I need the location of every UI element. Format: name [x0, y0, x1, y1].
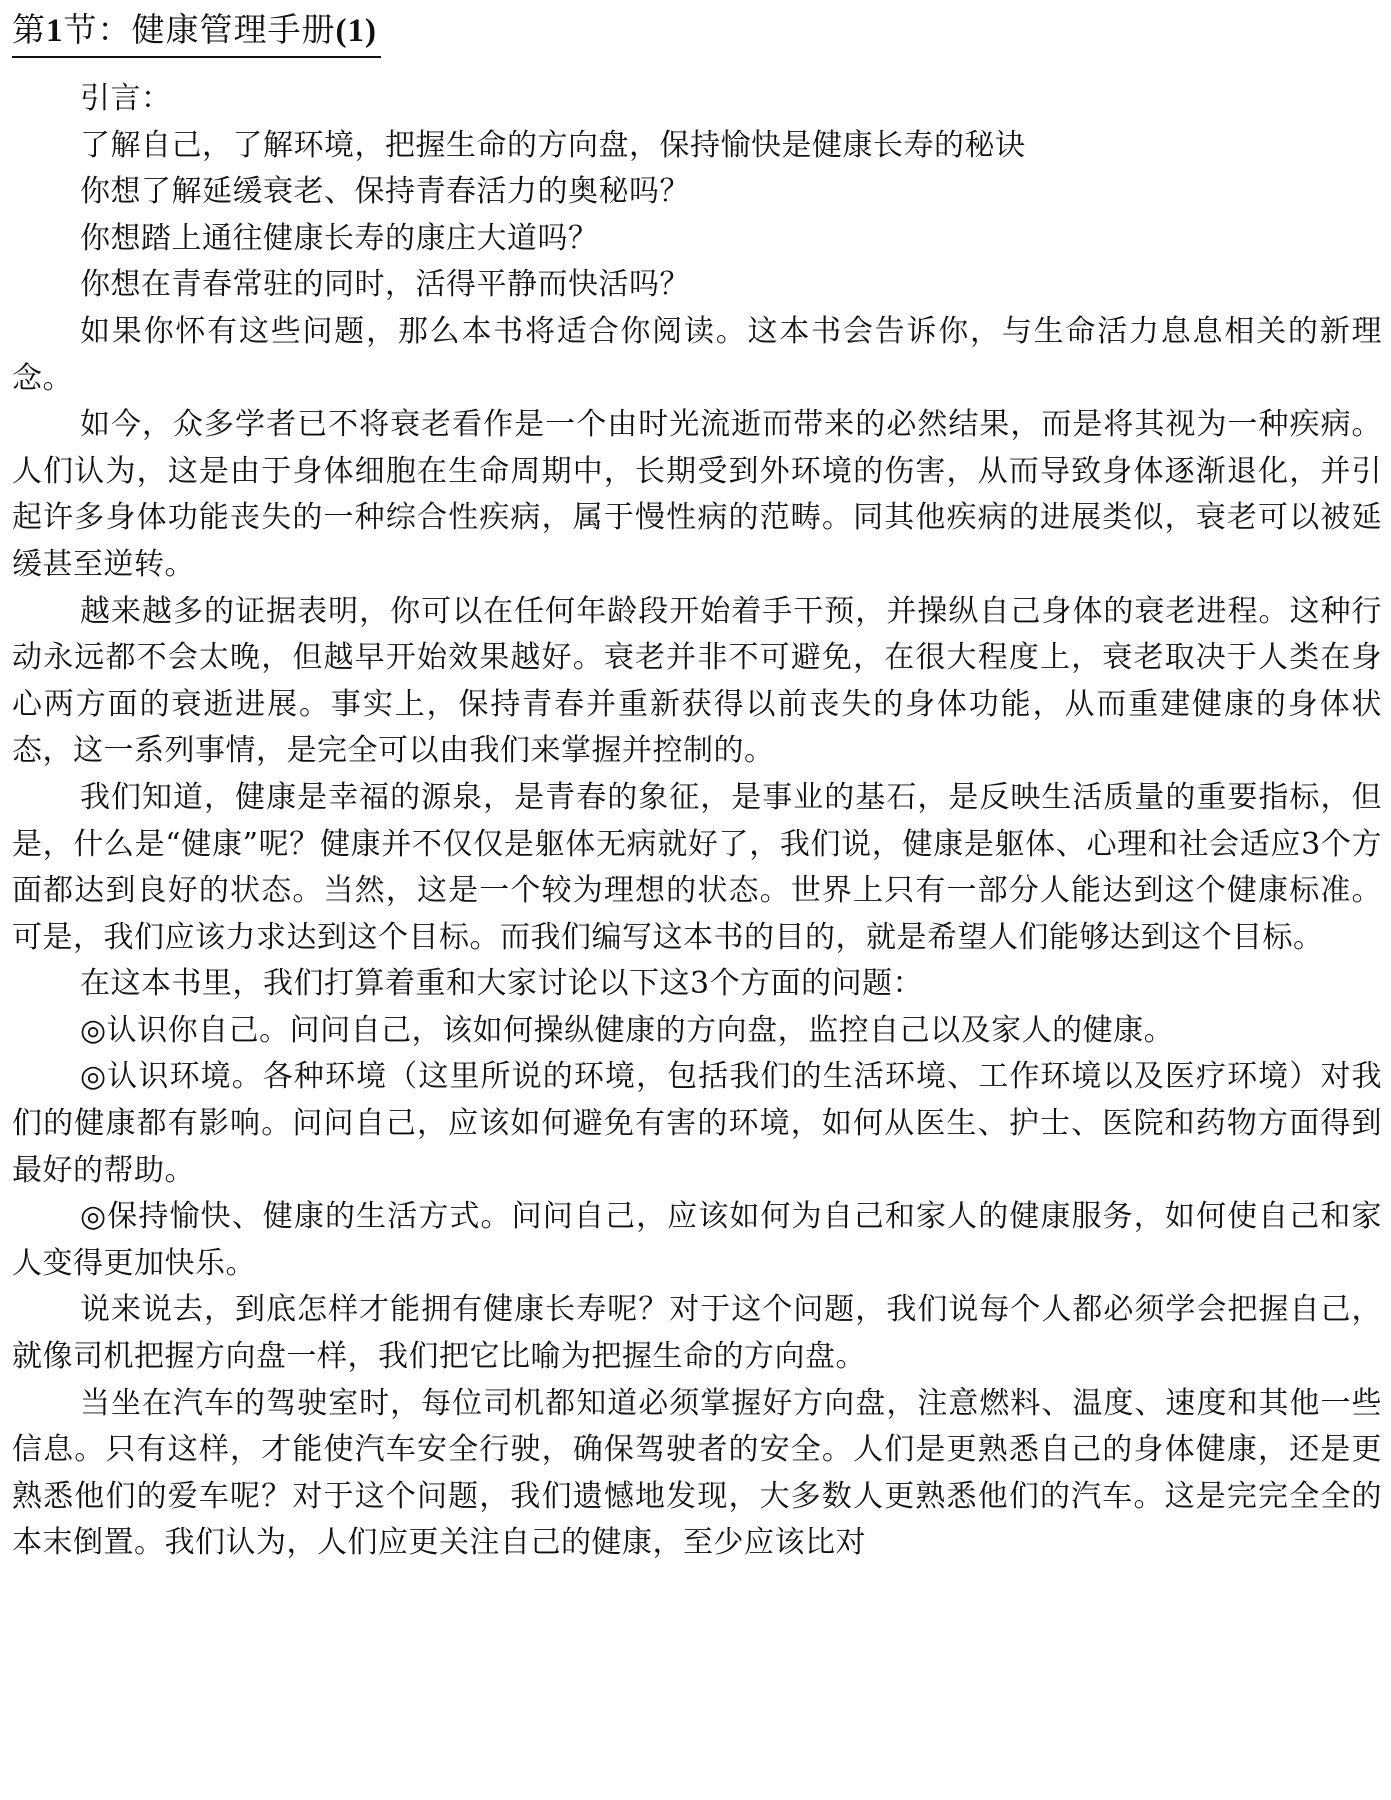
paragraph-car-analogy: 当坐在汽车的驾驶室时，每位司机都知道必须掌握好方向盘，注意燃料、温度、速度和其他一些信息。只有这样，才能使汽车安全行驶，确保驾驶者的安全。人们是更熟悉自己的身体健康，还是更熟悉他们的爱车呢？对于这个问题，我们遗憾地发现，大多数人更熟悉他们的汽车。这是完完全全的本末倒置。我们认为，人们应更关注自己的健康，至少应该比对	[12, 1385, 1382, 1561]
list-item-know-environment: ◎认识环境。各种环境（这里所说的环境，包括我们的生活环境、工作环境以及医疗环境）对我们的健康都有影响。问问自己，应该如何避免有害的环境，如何从医生、护士、医院和药物方面得到最好的帮助。	[12, 1059, 1382, 1188]
paragraph-intro-label: 引言：	[80, 81, 172, 116]
paragraph-question-1: 你想了解延缓衰老、保持青春活力的奥秘吗？	[80, 174, 690, 210]
section-title	[12, 6, 381, 58]
paragraph-book-purpose: 如果你怀有这些问题，那么本书将适合你阅读。这本书会告诉你，与生命活力息息相关的新理念。	[12, 313, 1382, 396]
paragraph-question-2: 你想踏上通往健康长寿的康庄大道吗？	[80, 220, 599, 256]
paragraph-steering-wheel: 说来说去，到底怎样才能拥有健康长寿呢？对于这个问题，我们说每个人都必须学会把握自己，就像司机把握方向盘一样，我们把它比喻为把握生命的方向盘。	[12, 1292, 1382, 1375]
paragraph-evidence: 越来越多的证据表明，你可以在任何年龄段开始着手干预，并操纵自己身体的衰老进程。这种行动永远都不会太晚，但越早开始效果越好。衰老并非不可避免，在很大程度上，衰老取决于人类在身心两方面的衰逝进展。事实上，保持青春并重新获得以前丧失的身体功能，从而重建健康的身体状态，这一系列事情，是完全可以由我们来掌握并控制的。	[12, 593, 1382, 769]
list-item-happy-lifestyle: ◎保持愉快、健康的生活方式。问问自己，应该如何为自己和家人的健康服务，如何使自己和家人变得更加快乐。	[12, 1199, 1382, 1281]
title-prefix: 第	[12, 10, 46, 49]
paragraph-aging-disease: 如今，众多学者已不将衰老看作是一个由时光流逝而带来的必然结果，而是将其视为一种疾病。人们认为，这是由于身体细胞在生命周期中，长期受到外环境的伤害，从而导致身体逐渐退化，并引起许多身体功能丧失的一种综合性疾病，属于慢性病的范畴。同其他疾病的进展类似，衰老可以被延缓甚至逆转。	[12, 407, 1382, 582]
paragraph-three-aspects: 在这本书里，我们打算着重和大家讨论以下这3个方面的问题：	[80, 966, 924, 1002]
paragraph-question-3: 你想在青春常驻的同时，活得平静而快活吗？	[80, 267, 690, 303]
list-item-know-yourself: ◎认识你自己。问问自己，该如何操纵健康的方向盘，监控自己以及家人的健康。	[80, 1012, 1175, 1048]
title-text: 节：健康管理手册	[63, 10, 336, 49]
title-paren: (1)	[335, 13, 377, 49]
paragraph-motto: 了解自己，了解环境，把握生命的方向盘，保持愉快是健康长寿的秘诀	[80, 127, 1026, 163]
paragraph-health-definition: 我们知道，健康是幸福的源泉，是青春的象征，是事业的基石，是反映生活质量的重要指标，但是，什么是“健康”呢？健康并不仅仅是躯体无病就好了，我们说，健康是躯体、心理和社会适应3个方面都达到良好的状态。当然，这是一个较为理想的状态。世界上只有一部分人能达到这个健康标准。可是，我们应该力求达到这个目标。而我们编写这本书的目的，就是希望人们能够达到这个目标。	[12, 779, 1382, 955]
document-body	[12, 76, 1382, 1567]
title-number: 1	[46, 13, 64, 49]
document-page	[12, 6, 1382, 1567]
